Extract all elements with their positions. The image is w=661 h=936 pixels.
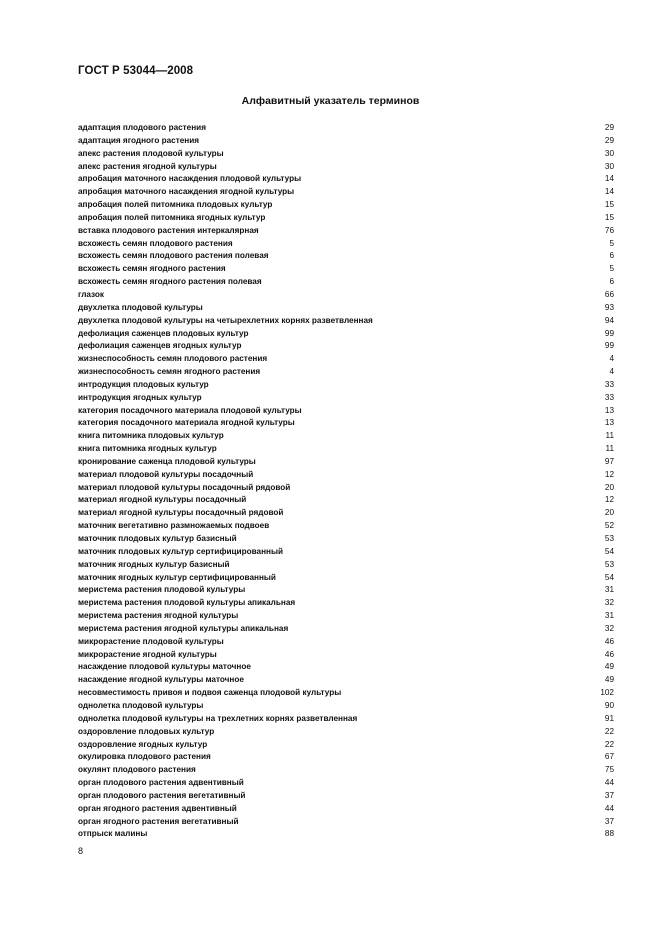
index-term: дефолиация саженцев ягодных культур [78,341,242,351]
index-entry [78,777,614,790]
index-term: меристема растения плодовой культуры [78,585,246,595]
index-term: однолетка плодовой культуры [78,700,204,710]
index-entry [78,610,614,623]
index-term: апробация полей питомника плодовых культур [78,200,273,210]
index-entry [78,161,614,174]
index-entry [78,302,614,315]
index-entry [78,212,614,225]
index-entry [78,379,614,392]
index-term: отпрыск малины [78,829,148,839]
index-term: оздоровление ягодных культур [78,739,208,749]
index-entry [78,559,614,572]
index-term: маточник ягодных культур базисный [78,559,230,569]
index-page-ref: 15 [604,200,614,210]
index-page-ref: 22 [604,726,614,736]
index-entry [78,122,614,135]
index-entry [78,405,614,418]
index-entry [78,392,614,405]
index-page-ref: 4 [609,354,614,364]
index-entry [78,199,614,212]
index-term: адаптация ягодного растения [78,135,200,145]
index-term: маточник вегетативно размножаемых подвоев [78,521,270,531]
index-page-ref: 99 [604,341,614,351]
index-entry [78,225,614,238]
index-term: маточник плодовых культур базисный [78,534,237,543]
index-term: орган плодового растения вегетативный [78,790,246,800]
index-term: меристема растения плодовой культуры апикальная [78,598,296,608]
index-page-ref: 46 [604,649,614,659]
index-term: несовместимость привоя и подвоя саженца плодовой культуры [78,688,342,698]
index-entry [78,828,614,841]
index-term: орган ягодного растения адвентивный [78,803,237,813]
index-page-ref: 30 [604,148,614,158]
index-page-ref: 32 [604,623,614,633]
index-term: вставка плодового растения интеркалярная [78,225,259,235]
index-term: книга питомника ягодных культур [78,444,217,454]
index-entry [78,186,614,199]
index-page-ref: 53 [604,534,614,543]
index-page-ref: 67 [604,752,614,762]
index-entry [78,263,614,276]
index-page-ref: 31 [604,585,614,595]
index-term: всхожесть семян плодового растения [78,238,233,248]
index-page-ref: 14 [604,174,614,184]
index-term: микрорастение ягодной культуры [78,649,217,659]
index-entry [78,417,614,430]
index-term: меристема растения ягодной культуры апикальная [78,623,289,633]
index-page-ref: 49 [604,675,614,685]
index-page-ref: 33 [604,392,614,402]
index-page-ref: 44 [604,803,614,813]
index-entry [78,751,614,764]
index-page-ref: 66 [604,289,614,299]
index-term: орган плодового растения адвентивный [78,778,244,788]
index-entry [78,533,614,546]
index-page-ref: 33 [604,379,614,389]
index-entry [78,289,614,302]
index-page-ref: 53 [604,559,614,569]
index-entry [78,494,614,507]
index-title: Алфавитный указатель терминов [241,95,420,107]
index-entry [78,572,614,585]
index-page-ref: 54 [604,546,614,556]
index-page-ref: 29 [604,135,614,145]
index-entry [78,700,614,713]
index-term: окулировка плодового растения [78,752,211,762]
index-entry [78,623,614,636]
index-term: материал ягодной культуры посадочный рядовой [78,508,284,518]
index-page-ref: 90 [604,700,614,710]
index-term: однолетка плодовой культуры на трехлетних корнях разветвленная [78,713,358,723]
index-entry [78,238,614,251]
index-page-ref: 15 [604,212,614,222]
term-index-list [78,122,614,841]
index-page-ref: 54 [604,572,614,582]
index-term: категория посадочного материала плодовой культуры [78,405,302,415]
index-term: книга питомника плодовых культур [78,431,224,441]
index-page-ref: 88 [604,829,614,839]
index-page-ref: 93 [604,302,614,312]
index-term: орган ягодного растения вегетативный [78,816,239,826]
index-page-ref: 20 [604,508,614,518]
index-entry [78,507,614,520]
index-page-ref: 12 [604,495,614,505]
index-entry [78,713,614,726]
index-page-ref: 12 [604,469,614,479]
index-entry [78,520,614,533]
index-term: глазок [78,289,105,299]
index-entry [78,661,614,674]
index-page-ref: 94 [604,315,614,325]
index-term: материал ягодной культуры посадочный [78,495,247,505]
index-page-ref: 5 [609,264,614,274]
index-term: апробация маточного насаждения ягодной культуры [78,187,295,197]
index-term: оздоровление плодовых культур [78,726,215,736]
index-term: меристема растения ягодной культуры [78,611,239,621]
index-page-ref: 97 [604,456,614,466]
index-page-ref: 44 [604,778,614,788]
index-entry [78,636,614,649]
index-page-ref: 52 [604,521,614,531]
index-page-ref: 20 [604,482,614,492]
index-term: насаждение плодовой культуры маточное [78,662,251,672]
index-term: двухлетка плодовой культуры на четырехлетних корнях разветвленная [78,315,373,325]
index-term: апробация полей питомника ягодных культур [78,212,266,222]
index-page-ref: 5 [609,238,614,248]
index-term: апекс растения плодовой культуры [78,148,224,158]
index-entry [78,482,614,495]
index-entry [78,148,614,161]
index-entry [78,674,614,687]
index-term: двухлетка плодовой культуры [78,302,203,312]
index-term: жизнеспособность семян ягодного растения [78,367,261,377]
index-term: всхожесть семян ягодного растения полевая [78,277,262,287]
index-term: маточник плодовых культур сертифицированный [78,546,283,556]
index-entry [78,366,614,379]
index-entry [78,173,614,186]
index-term: кронирование саженца плодовой культуры [78,456,256,466]
index-term: апробация маточного насаждения плодовой культуры [78,174,302,184]
index-page-ref: 13 [604,418,614,428]
index-page-ref: 37 [604,816,614,826]
index-entry [78,546,614,559]
index-page-ref: 4 [609,367,614,377]
index-page-ref: 32 [604,598,614,608]
index-page-ref: 76 [604,225,614,235]
index-term: всхожесть семян плодового растения полевая [78,251,269,261]
index-entry [78,597,614,610]
index-page-ref: 14 [604,187,614,197]
index-entry [78,469,614,482]
index-term: дефолиация саженцев плодовых культур [78,328,249,338]
index-page-ref: 13 [604,405,614,415]
index-page-ref: 29 [604,123,614,132]
index-entry [78,687,614,700]
index-entry [78,353,614,366]
index-entry [78,790,614,803]
index-term: жизнеспособность семян плодового растения [78,354,268,364]
index-page-ref: 75 [604,765,614,775]
index-entry [78,726,614,739]
index-entry [78,739,614,752]
index-entry [78,340,614,353]
index-page-ref: 99 [604,328,614,338]
index-term: материал плодовой культуры посадочный рядовой [78,482,291,492]
document-code: ГОСТ Р 53044—2008 [78,65,194,77]
index-term: микрорастение плодовой культуры [78,636,224,646]
index-term: адаптация плодового растения [78,123,206,132]
index-page-ref: 6 [609,277,614,287]
index-entry [78,816,614,829]
index-page-ref: 37 [604,790,614,800]
index-term: маточник ягодных культур сертифицированный [78,572,276,582]
index-term: категория посадочного материала ягодной культуры [78,418,295,428]
index-entry [78,315,614,328]
index-term: апекс растения ягодной культуры [78,161,217,171]
index-page-ref: 91 [604,713,614,723]
index-entry [78,649,614,662]
index-term: насаждение ягодной культуры маточное [78,675,244,685]
index-page-ref: 22 [604,739,614,749]
index-entry [78,456,614,469]
index-term: всхожесть семян ягодного растения [78,264,226,274]
index-entry [78,276,614,289]
index-page-ref: 46 [604,636,614,646]
index-page-ref: 11 [605,431,614,441]
index-page-ref: 6 [609,251,614,261]
index-page-ref: 49 [604,662,614,672]
index-entry [78,764,614,777]
index-term: интродукция ягодных культур [78,392,202,402]
index-page-ref: 102 [600,688,614,698]
index-page-ref: 31 [604,611,614,621]
index-term: окулянт плодового растения [78,765,196,775]
page-number: 8 [78,846,84,856]
index-entry [78,328,614,341]
index-entry [78,250,614,263]
index-entry [78,135,614,148]
index-term: материал плодовой культуры посадочный [78,469,254,479]
index-entry [78,803,614,816]
index-page-ref: 11 [605,444,614,454]
index-page-ref: 30 [604,161,614,171]
index-entry [78,584,614,597]
index-term: интродукция плодовых культур [78,379,209,389]
index-entry [78,443,614,456]
index-entry [78,430,614,443]
